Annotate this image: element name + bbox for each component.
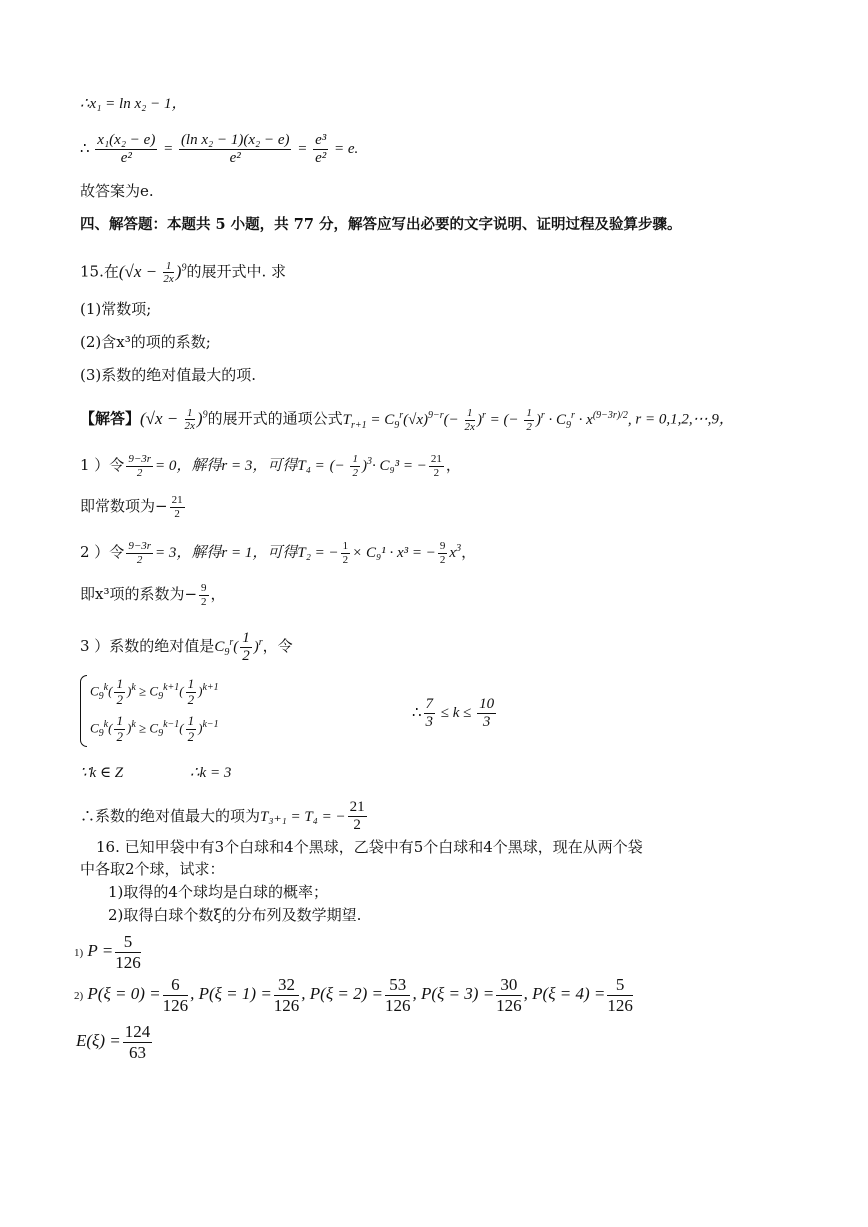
section-title: 四、解答题：本题共 5 小题，共 77 分，解答应写出必要的文字说明、证明过程及验算步骤。 (80, 216, 682, 233)
q16-stem-1: 16. 已知甲袋中有3个白球和4个黑球，乙袋中有5个白球和4个黑球，现在从两个袋 (96, 838, 643, 856)
q15-item-2: (2)含x³的项的系数; (80, 333, 211, 351)
line-x1: ∴x₁ = ln x₂ − 1， (80, 96, 187, 112)
q15-item-3: (3)系数的绝对值最大的项. (80, 366, 257, 384)
q15-final: ∴系数的绝对值最大的项为T₃₊₁ = T₄ = − $\frac{21}{2}$ (80, 799, 365, 834)
since-k-integer: ∵k ∈ Z (80, 765, 124, 781)
q15-step-2: 2 ）令 $\frac{9-3r}{2}$ = 3，解得r = 1，可得T₂ = − $\frac{1}{2}$ × C₉¹ · x³ = − $\frac{9}{2}$ $x^3$， (80, 539, 477, 566)
q16-stem-2: 中各取2个球，试求： (80, 860, 225, 878)
ineq-2: $C_9^k$( $\frac{1}{2}$ )$^k \ge C_9^{k-1}$( $\frac{1}{2}$ )$^{k-1}$ (90, 713, 219, 744)
ineq-result: ∴ $\frac{7}{3}$ ≤ k ≤ $\frac{10}{3}$ (412, 696, 495, 731)
q15-coef-x3: 即x³项的系数为− $\frac{9}{2}$ ， (80, 582, 226, 608)
k-equals-3: ∴k = 3 (190, 765, 232, 781)
q16-distribution: 2) P(ξ = 0) = $\frac{6}{126}$ , P(ξ = 1) = $\frac{32}{126}$ , P(ξ = 2) = $\frac{53}{126}$ , P(ξ = 3) = $\frac{30}{126}$ , P(ξ = 4) = $\frac{5}{126}$ (74, 975, 633, 1015)
q16-answer-1: 1) P = $\frac{5}{126}$ (74, 932, 141, 972)
q15-const-term: 即常数项为− $\frac{21}{2}$ (80, 494, 183, 520)
ineq-1: $C_9^k$( $\frac{1}{2}$ )$^k \ge C_9^{k+1}$( $\frac{1}{2}$ )$^{k+1}$ (90, 676, 219, 707)
q16-item-2: 2)取得白球个数ξ的分布列及数学期望. (108, 906, 362, 924)
q16-item-1: 1)取得的4个球均是白球的概率； (108, 883, 328, 901)
q15-step-3: 3 ）系数的绝对值是$C_9^r$( $\frac{1}{2}$ )$^r$，令 (80, 630, 293, 665)
q15-step-1: 1 ）令 $\frac{9-3r}{2}$ = 0，解得r = 3，可得T₄ = (− $\frac{1}{2}$ )$^3$· C₉³ = − $\frac{21}{2}$ ， (80, 452, 461, 480)
q16-expectation: E(ξ) = $\frac{124}{63}$ (76, 1022, 151, 1062)
line-ratio: ∴ $\frac{\text{x₁(x₂ − e)}}{\text{e²}}$ = $\frac{\text{(ln x₂ − 1)(x₂ − e)}}{\text{e²}}$ = $\frac{\text{e³}}{\text{e²}}$ = e. (80, 132, 359, 167)
q15-stem: 15.在(√x − $\frac{1}{2x}$ )$^9$的展开式中. 求 (80, 259, 286, 286)
answer-line: 故答案为e. (80, 182, 154, 200)
brace (80, 675, 87, 747)
q15-item-1: (1)常数项; (80, 300, 152, 318)
q15-answer-general: 【解答】(√x − $\frac{1}{2x}$ )$^9$的展开式的通项公式$T_{r+1} = C_9^r(√x)^{9-r}(-$ $\frac{1}{2x}$ )$^r$ = (− $\frac{1}{2}$ )$^r \cdot C_9^r \cdot x^{(9-3r)/2}$, r = 0,1,2,⋯,9， (80, 406, 734, 433)
